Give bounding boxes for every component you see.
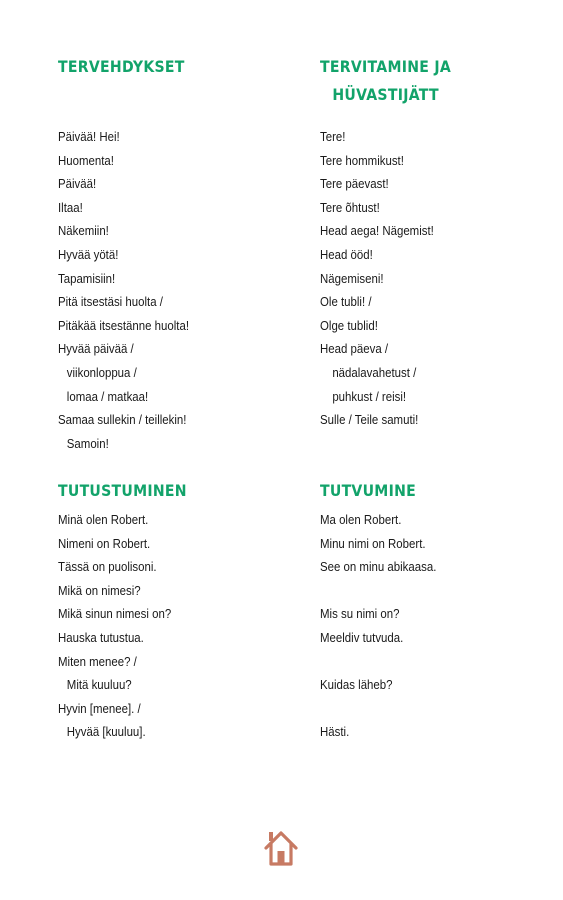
phrase: Hauska tutustua. [58, 629, 144, 645]
phrase: Samoin! [66, 435, 109, 451]
phrase-list [58, 508, 288, 744]
phrase: Tapamisiin! [58, 270, 116, 286]
phrase: Tere! [320, 129, 346, 144]
section-heading: TERVEHDYKSET [58, 57, 185, 76]
phrase: Nimeni on Robert. [58, 535, 151, 551]
phrase: Head ööd! [320, 246, 373, 262]
phrase: Mitä kuuluu? [66, 677, 132, 693]
phrase: Tere päevast! [320, 176, 389, 192]
phrase-spacer [320, 697, 522, 721]
phrase: Päivää! Hei! [58, 129, 120, 144]
phrase: Iltaa! [58, 199, 83, 215]
section-heading: TUTUSTUMINEN [58, 481, 187, 500]
phrase-spacer [320, 650, 522, 674]
section-heading: TUTVUMINE [320, 481, 417, 500]
phrase-list [58, 125, 288, 455]
phrase: Tere hommikust! [320, 152, 404, 168]
phrase: Minu nimi on Robert. [320, 535, 426, 551]
phrase: Meeldiv tutvuda. [320, 629, 404, 645]
phrase: See on minu abikaasa. [320, 559, 437, 575]
phrase: lomaa / matkaa! [66, 388, 149, 404]
phrase-list [320, 125, 550, 432]
phrase: Hästi. [320, 724, 350, 740]
phrase: Kuidas läheb? [320, 677, 393, 693]
phrase: Huomenta! [58, 152, 114, 168]
phrase: Nägemiseni! [320, 270, 384, 286]
section-heading [320, 53, 522, 109]
phrase: Ma olen Robert. [320, 512, 402, 527]
section-introductions-fi [58, 477, 288, 744]
phrase: Tässä on puolisoni. [58, 559, 157, 575]
phrase: nädalavahetust / [332, 364, 417, 380]
phrase-spacer [320, 579, 522, 603]
phrase: Mis su nimi on? [320, 606, 400, 622]
phrase: Hyvää yötä! [58, 246, 119, 262]
phrase: Ole tubli! / [320, 294, 372, 310]
home-icon[interactable] [264, 829, 298, 867]
phrase-list [320, 508, 550, 744]
section-heading-line1: TERVITAMINE JA [320, 57, 451, 76]
phrase: viikonloppua / [66, 364, 137, 380]
phrase: Head aega! Nägemist! [320, 223, 434, 239]
phrase: Tere õhtust! [320, 199, 380, 215]
phrase: Head päeva / [320, 341, 389, 357]
phrase: Mikä on nimesi? [58, 582, 141, 598]
section-heading-line2: HÜVASTIJÄTT [332, 85, 439, 104]
phrase: Minä olen Robert. [58, 512, 149, 527]
phrase: Näkemiin! [58, 223, 109, 239]
phrase: Hyvää [kuuluu]. [66, 724, 146, 740]
section-introductions-et [320, 477, 550, 744]
phrase: Pitä itsestäsi huolta / [58, 294, 163, 310]
phrase: Olge tublid! [320, 317, 378, 333]
section-greetings-et [320, 53, 550, 432]
phrase: Pitäkää itsestänne huolta! [58, 317, 190, 333]
phrase: Mikä sinun nimesi on? [58, 606, 172, 622]
phrase: Sulle / Teile samuti! [320, 412, 419, 428]
section-greetings-fi [58, 53, 288, 455]
phrase: Hyvin [menee]. / [58, 700, 141, 716]
phrase: Samaa sullekin / teillekin! [58, 412, 187, 428]
phrase: Miten menee? / [58, 653, 137, 669]
phrase: Hyvää päivää / [58, 341, 134, 357]
phrase: puhkust / reisi! [332, 388, 407, 404]
phrase: Päivää! [58, 176, 97, 192]
